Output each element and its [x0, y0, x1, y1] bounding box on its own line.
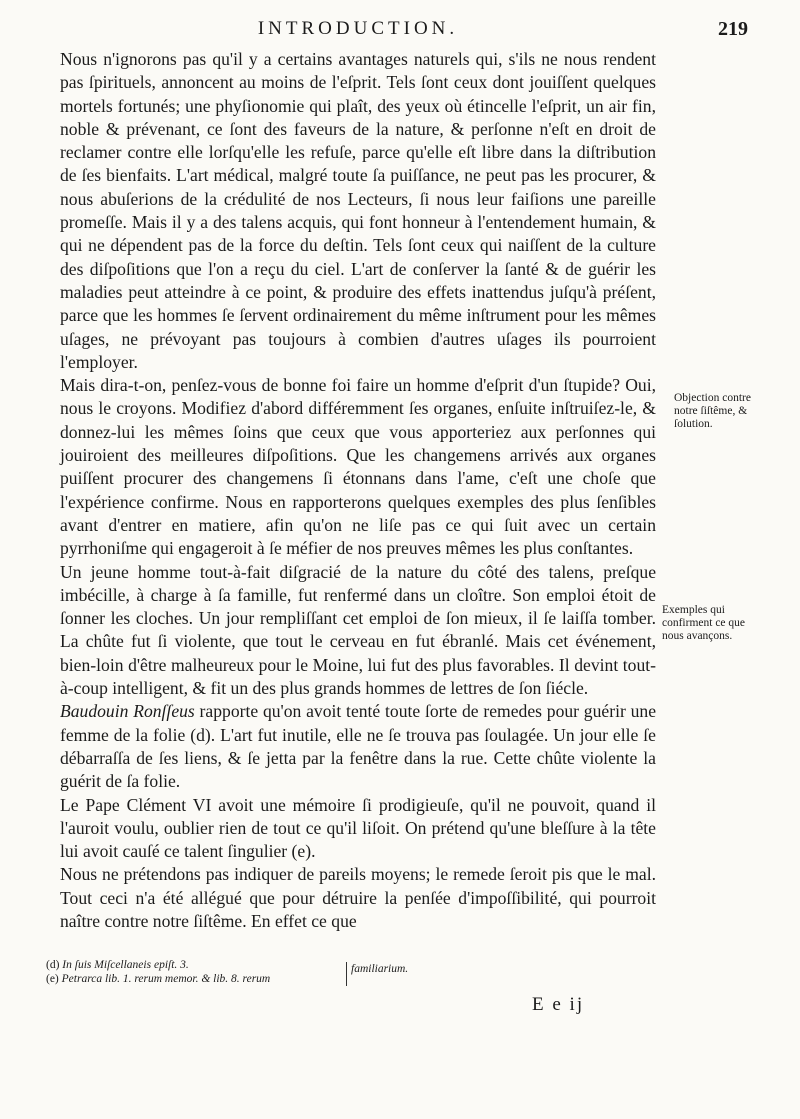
- paragraph: [60, 700, 656, 793]
- paragraph-text: Mais dira-t-on, penſez-vous de bonne foi faire un homme d'eſprit d'un ſtupide? Oui, nous le croyons. Modifiez d'abord différemment ſes organes, enſuite inſtruiſez-le, & donnez-lui les mêmes ſoins que ceux que vous apporteriez aux perſonnes qui jouiroient des meilleures diſpoſitions. Que les changemens arrivés aux organes puiſſent procurer des changemens ſi étonnans dans l'ame, c'eſt une choſe que l'expérience confirme. Nous en rapporterons quelques exemples des plus ſenſibles avant d'entrer en matiere, afin qu'on ne liſe pas ce qui ſuit avec un certain pyrrhoniſme qui engageroit à ſe méfier de nos preuves mêmes les plus conſtantes.: [60, 375, 656, 559]
- footnotes: [46, 958, 566, 986]
- footnote-mark: (d): [46, 959, 60, 971]
- paragraph: [60, 863, 656, 933]
- paragraph-text: rapporte qu'on avoit tenté toute ſorte de remedes pour guérir une femme de la folie (d). L'art fut inutile, elle ne ſe trouva pas ſoulagée. Un jour elle ſe débarraſſa de ſes liens, & ſe jetta par la fenêtre dans la rue. Cette chûte violente la guérit de ſa folie.: [60, 701, 657, 792]
- footnote-continuation: familiarium.: [346, 962, 408, 986]
- paragraph-text: Nous ne prétendons pas indiquer de pareils moyens; le remede ſeroit pis que le mal. Tout ceci n'a été allégué que pour détruire la penſée d'impoſſibilité, qui pourroit naître contre notre ſiſtême. En effet ce que: [60, 864, 656, 931]
- footnote-e: [46, 972, 566, 986]
- margin-note-examples: Exemples qui confirment ce que nous avançons.: [662, 604, 746, 642]
- body-text: [60, 48, 656, 933]
- paragraph: [60, 794, 656, 864]
- paragraph: [60, 374, 656, 560]
- footnote-mark: (e): [46, 973, 59, 985]
- paragraph-text: Un jeune homme tout-à-fait diſgracié de la nature du côté des talens, preſque imbécille, à charge à ſa famille, fut renfermé dans un cloître. Son emploi étoit de ſonner les cloches. Un jour rempliſſant cet emploi de ſon mieux, il ſe laiſſa tomber. La chûte fut ſi violente, que tout le cerveau en fut ébranlé. Mais cet événement, bien-loin d'être malheureux pour le Moine, lui fut des plus favorables. Il devint tout-à-coup intelligent, & fit un des plus grands hommes de lettres de ſon ſiécle.: [60, 561, 656, 699]
- footnote-text: Petrarca lib. 1. rerum memor. & lib. 8. rerum: [61, 973, 271, 985]
- paragraph: [60, 48, 656, 374]
- paragraph-text: Nous n'ignorons pas qu'il y a certains avantages naturels qui, s'ils ne nous rendent pas ſpirituels, annoncent au moins de l'eſprit. Tels ſont ceux dont jouiſſent quelques mortels fortunés; une phyſionomie qui plaît, des yeux où étincelle l'eſprit, un air fin, noble & prévenant, ce ſont des faveurs de la nature, & perſonne n'eſt en droit de reclamer contre elle lorſqu'elle les refuſe, parce qu'elle eſt libre dans la diſtribution de ſes bienfaits. L'art médical, malgré toute ſa puiſſance, ne peut pas les procurer, & nous abuſerions de la crédulité de nos Lecteurs, ſi nous leur faiſions une pareille promeſſe. Mais il y a des talens acquis, qui font honneur à l'entendement humain, & qui ne dépendent pas de la force du deſtin. Tels ſont ceux qui naiſſent de la culture des diſpoſitions que l'on a reçu du ciel. L'art de conſerver la ſanté & de guérir les maladies peut atteindre à ce point, & produire des effets inattendus juſqu'à préſent, parce que les hommes ſe ſervent ordinairement du même inſtrument pour les mêmes uſages, ne prévoyant pas toujours à combien d'autres uſages ils pourroient l'employer.: [60, 49, 656, 372]
- cited-author: Baudouin Ronſſeus: [60, 701, 195, 722]
- footnote-text: In ſuis Miſcellaneis epiſt. 3.: [62, 959, 189, 971]
- margin-note-objection: Objection contre notre ſiſtême, & ſolution.: [674, 392, 751, 430]
- paragraph-text: Le Pape Clément VI avoit une mémoire ſi prodigieuſe, qu'il ne pouvoit, quand il l'auroit voulu, oublier rien de tout ce qu'il liſoit. On prétend qu'une bleſſure à la tête lui avoit cauſé ce talent ſingulier (e).: [60, 794, 656, 862]
- signature-mark: E e ij: [532, 994, 585, 1015]
- footnote-d: [46, 958, 566, 972]
- page-number: 219: [718, 18, 748, 40]
- running-header: INTRODUCTION.: [257, 18, 459, 39]
- paragraph: [60, 561, 656, 701]
